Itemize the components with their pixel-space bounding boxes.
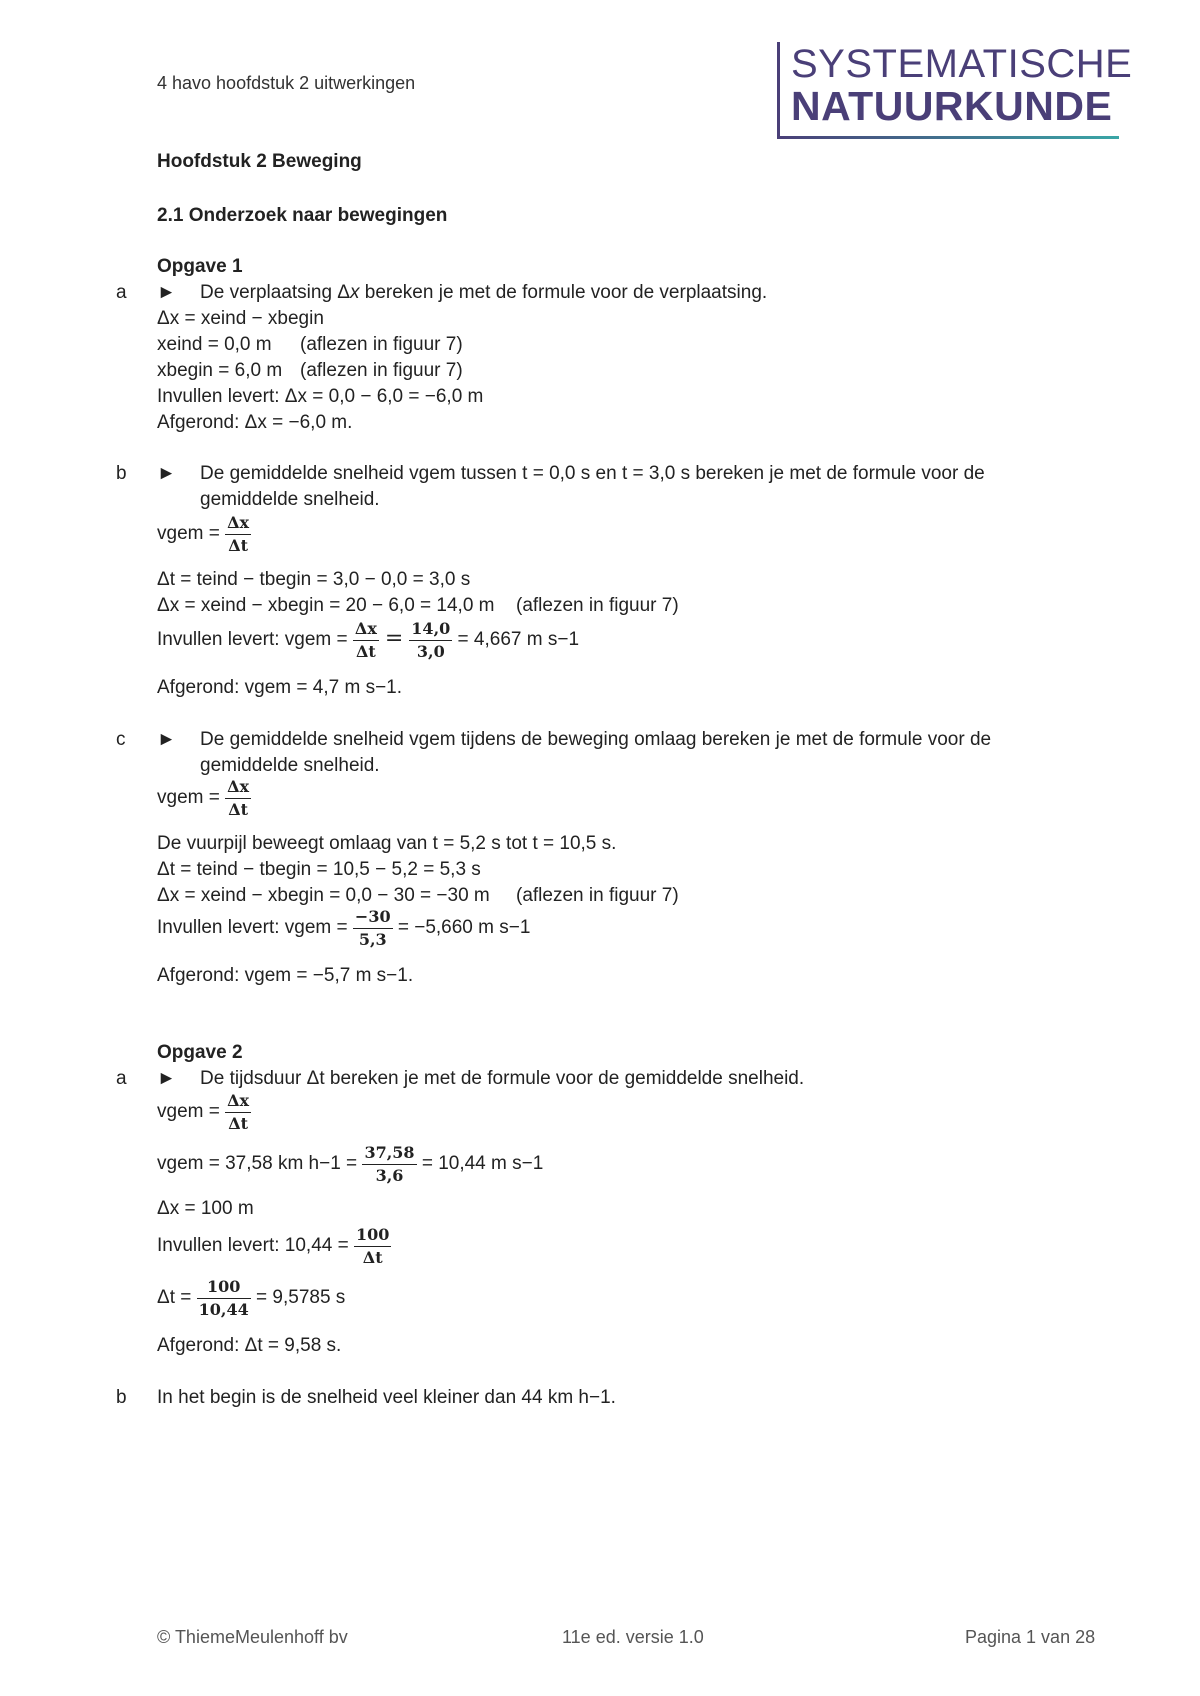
opgave1c-dt: Δt = teind − tbegin = 10,5 − 5,2 = 5,3 s [157, 859, 481, 880]
opgave1b-vgem-definition: vgem = $\frac{\Delta x}{\Delta t}$ [157, 513, 250, 555]
opgave1a-afgerond: Afgerond: Δx = −6,0 m. [157, 412, 353, 433]
opgave2a-conversion: vgem = 37,58 km h−1 = $\frac{37,58}{3,6}$ = 10,44 m s−1 [157, 1143, 544, 1185]
opgave2a-afgerond: Afgerond: Δt = 9,58 s. [157, 1335, 342, 1356]
chapter-title: Hoofdstuk 2 Beweging [157, 151, 362, 172]
opgave1c-intro-line1: De gemiddelde snelheid vgem tijdens de beweging omlaag bereken je met de formule voor de [200, 729, 992, 750]
opgave1a-xeind: xeind = 0,0 m [157, 334, 272, 355]
opgave1b-dx: Δx = xeind − xbegin = 20 − 6,0 = 14,0 m [157, 595, 495, 616]
opgave1c-intro-line2: gemiddelde snelheid. [200, 755, 380, 776]
logo-underline [777, 136, 1119, 139]
opgave1a-invullen: Invullen levert: Δx = 0,0 − 6,0 = −6,0 m [157, 386, 484, 407]
fraction: $\frac{\Delta x}{\Delta t}$ [227, 513, 250, 555]
opgave1b-arrow: ► [157, 463, 176, 484]
fraction: $\frac{\Delta x}{\Delta t}$ [227, 777, 250, 819]
opgave1a-formula: Δx = xeind − xbegin [157, 308, 324, 329]
systematische-natuurkunde-logo [777, 42, 1133, 139]
opgave1b-dt: Δt = teind − tbegin = 3,0 − 0,0 = 3,0 s [157, 569, 471, 590]
opgave2b-label: b [116, 1387, 127, 1408]
opgave1a-intro: De verplaatsing Δx bereken je met de formule voor de verplaatsing. [200, 282, 768, 303]
opgave2a-vgem-definition: vgem = $\frac{\Delta x}{\Delta t}$ [157, 1091, 250, 1133]
opgave2a-arrow: ► [157, 1068, 176, 1089]
opgave1a-xeind-note: (aflezen in figuur 7) [300, 334, 463, 355]
opgave1b-dx-note: (aflezen in figuur 7) [516, 595, 679, 616]
fraction: $\frac{\Delta x}{\Delta t}$ [354, 619, 377, 661]
opgave2a-intro: De tijdsduur Δt bereken je met de formule voor de gemiddelde snelheid. [200, 1068, 805, 1089]
opgave1c-dx-note: (aflezen in figuur 7) [516, 885, 679, 906]
opgave2-title: Opgave 2 [157, 1042, 243, 1063]
opgave2a-dx: Δx = 100 m [157, 1198, 254, 1219]
document-header-title: 4 havo hoofdstuk 2 uitwerkingen [157, 73, 416, 93]
fraction: $\frac{100}{\Delta t}$ [356, 1225, 390, 1267]
fraction: $\frac{37,58}{3,6}$ [364, 1143, 415, 1185]
fraction: $\frac{-30}{5,3}$ [354, 907, 391, 949]
fraction: $\frac{\Delta x}{\Delta t}$ [227, 1091, 250, 1133]
opgave1c-invullen: Invullen levert: vgem = $\frac{-30}{5,3}$ = −5,660 m s−1 [157, 907, 531, 949]
logo-text-line2: NATUURKUNDE [791, 83, 1113, 129]
opgave2a-label: a [116, 1068, 127, 1089]
opgave1c-omlaag: De vuurpijl beweegt omlaag van t = 5,2 s tot t = 10,5 s. [157, 833, 617, 854]
fraction: $\frac{14,0}{3,0}$ [411, 619, 451, 661]
opgave1a-xbegin: xbegin = 6,0 m [157, 360, 283, 381]
fraction: $\frac{100}{10,44}$ [198, 1277, 249, 1319]
opgave1b-label: b [116, 463, 127, 484]
opgave1b-afgerond: Afgerond: vgem = 4,7 m s−1. [157, 677, 403, 698]
opgave1a-arrow: ► [157, 282, 176, 303]
opgave1c-afgerond: Afgerond: vgem = −5,7 m s−1. [157, 965, 414, 986]
opgave1c-label: c [116, 729, 126, 750]
footer-edition: 11e ed. versie 1.0 [562, 1627, 704, 1647]
opgave1-title: Opgave 1 [157, 256, 243, 277]
logo-text-line1: SYSTEMATISCHE [791, 42, 1133, 86]
logo-left-bar [777, 42, 780, 139]
opgave1a-label: a [116, 282, 127, 303]
opgave1b-intro-line2: gemiddelde snelheid. [200, 489, 380, 510]
opgave1c-arrow: ► [157, 729, 176, 750]
opgave1b-intro-line1: De gemiddelde snelheid vgem tussen t = 0,0 s en t = 3,0 s bereken je met de formule voor de [200, 463, 985, 484]
footer-copyright: © ThiemeMeulenhoff bv [157, 1627, 348, 1647]
opgave1b-invullen: Invullen levert: vgem = $\frac{\Delta x}{\Delta t}$ = $\frac{14,0}{3,0}$ = 4,667 m s−1 [157, 619, 580, 661]
opgave2b-text: In het begin is de snelheid veel kleiner dan 44 km h−1. [157, 1387, 616, 1408]
section-title: 2.1 Onderzoek naar bewegingen [157, 205, 448, 226]
opgave1c-dx: Δx = xeind − xbegin = 0,0 − 30 = −30 m [157, 885, 490, 906]
opgave1c-vgem-definition: vgem = $\frac{\Delta x}{\Delta t}$ [157, 777, 250, 819]
footer-page-number: Pagina 1 van 28 [965, 1627, 1096, 1647]
opgave1a-xbegin-note: (aflezen in figuur 7) [300, 360, 463, 381]
opgave2a-dt-calculation: Δt = $\frac{100}{10,44}$ = 9,5785 s [157, 1277, 346, 1319]
opgave2a-invullen: Invullen levert: 10,44 = $\frac{100}{\Delta t}$ [157, 1225, 390, 1267]
